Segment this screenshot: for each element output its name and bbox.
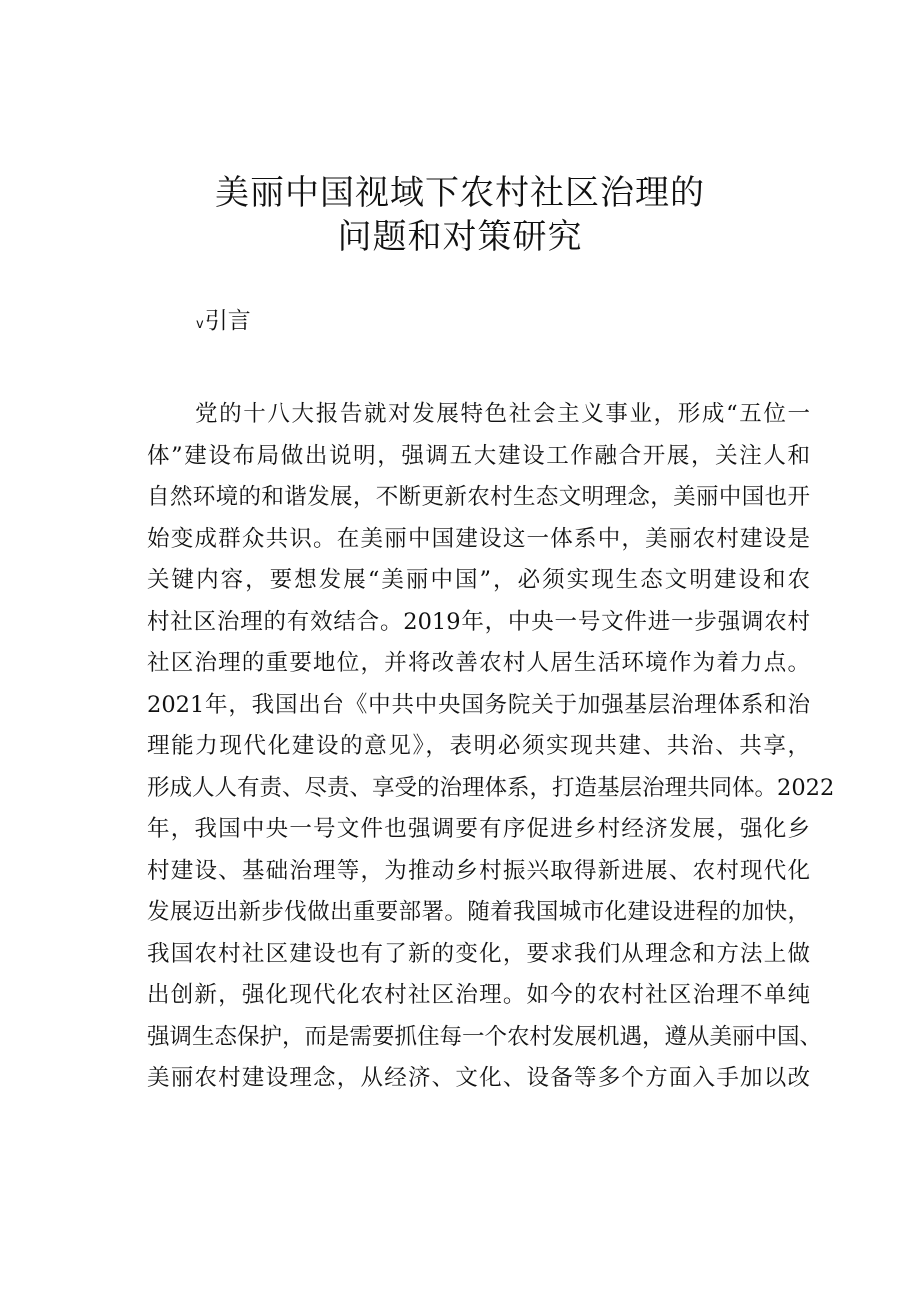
body-line: 我国农村社区建设也有了新的变化，要求我们从理念和方法上做 <box>147 940 810 967</box>
title-line-2: 问题和对策研究 <box>337 216 583 257</box>
body-line: 发展迈出新步伐做出重要部署。随着我国城市化建设进程的加快， <box>147 899 810 925</box>
body-line: 出创新，强化现代化农村社区治理。如今的农村社区治理不单纯 <box>147 982 810 1008</box>
body-line: 美丽农村建设理念，从经济、文化、设备等多个方面入手加以改 <box>147 1065 810 1091</box>
body-line: 始变成群众共识。在美丽中国建设这一体系中，美丽农村建设是 <box>147 525 810 552</box>
body-line: 2021年，我国出台《中共中央国务院关于加强基层治理体系和治 <box>147 691 810 718</box>
body-line: 党的十八大报告就对发展特色社会主义事业，形成“五位一 <box>195 401 810 427</box>
section-heading-text: 引言 <box>204 308 251 334</box>
document-title <box>0 171 920 259</box>
body-line: 村社区治理的有效结合。2019年，中央一号文件进一步强调农村 <box>147 608 810 635</box>
body-line: 形成人人有责、尽责、享受的治理体系，打造基层治理共同体。2022 <box>147 774 835 801</box>
body-line: 关键内容，要想发展“美丽中国”，必须实现生态文明建设和农 <box>147 567 810 593</box>
body-line: 自然环境的和谐发展，不断更新农村生态文明理念，美丽中国也开 <box>147 484 810 510</box>
body-line: 社区治理的重要地位，并将改善农村人居生活环境作为着力点。 <box>147 650 810 676</box>
body-paragraph <box>147 394 835 1100</box>
body-line: 体”建设布局做出说明，强调五大建设工作融合开展，关注人和 <box>147 442 810 469</box>
body-line: 强调生态保护，而是需要抓住每一个农村发展机遇，遵从美丽中国、 <box>147 1023 823 1050</box>
body-line: 年，我国中央一号文件也强调要有序促进乡村经济发展，强化乡 <box>147 816 810 842</box>
body-line: 村建设、基础治理等，为推动乡村振兴取得新进展、农村现代化 <box>147 857 810 884</box>
heading-check-mark: v <box>196 317 204 332</box>
title-line-1: 美丽中国视域下农村社区治理的 <box>215 172 705 213</box>
section-heading <box>196 306 251 340</box>
body-line: 理能力现代化建设的意见》，表明必须实现共建、共治、共享， <box>147 733 810 759</box>
